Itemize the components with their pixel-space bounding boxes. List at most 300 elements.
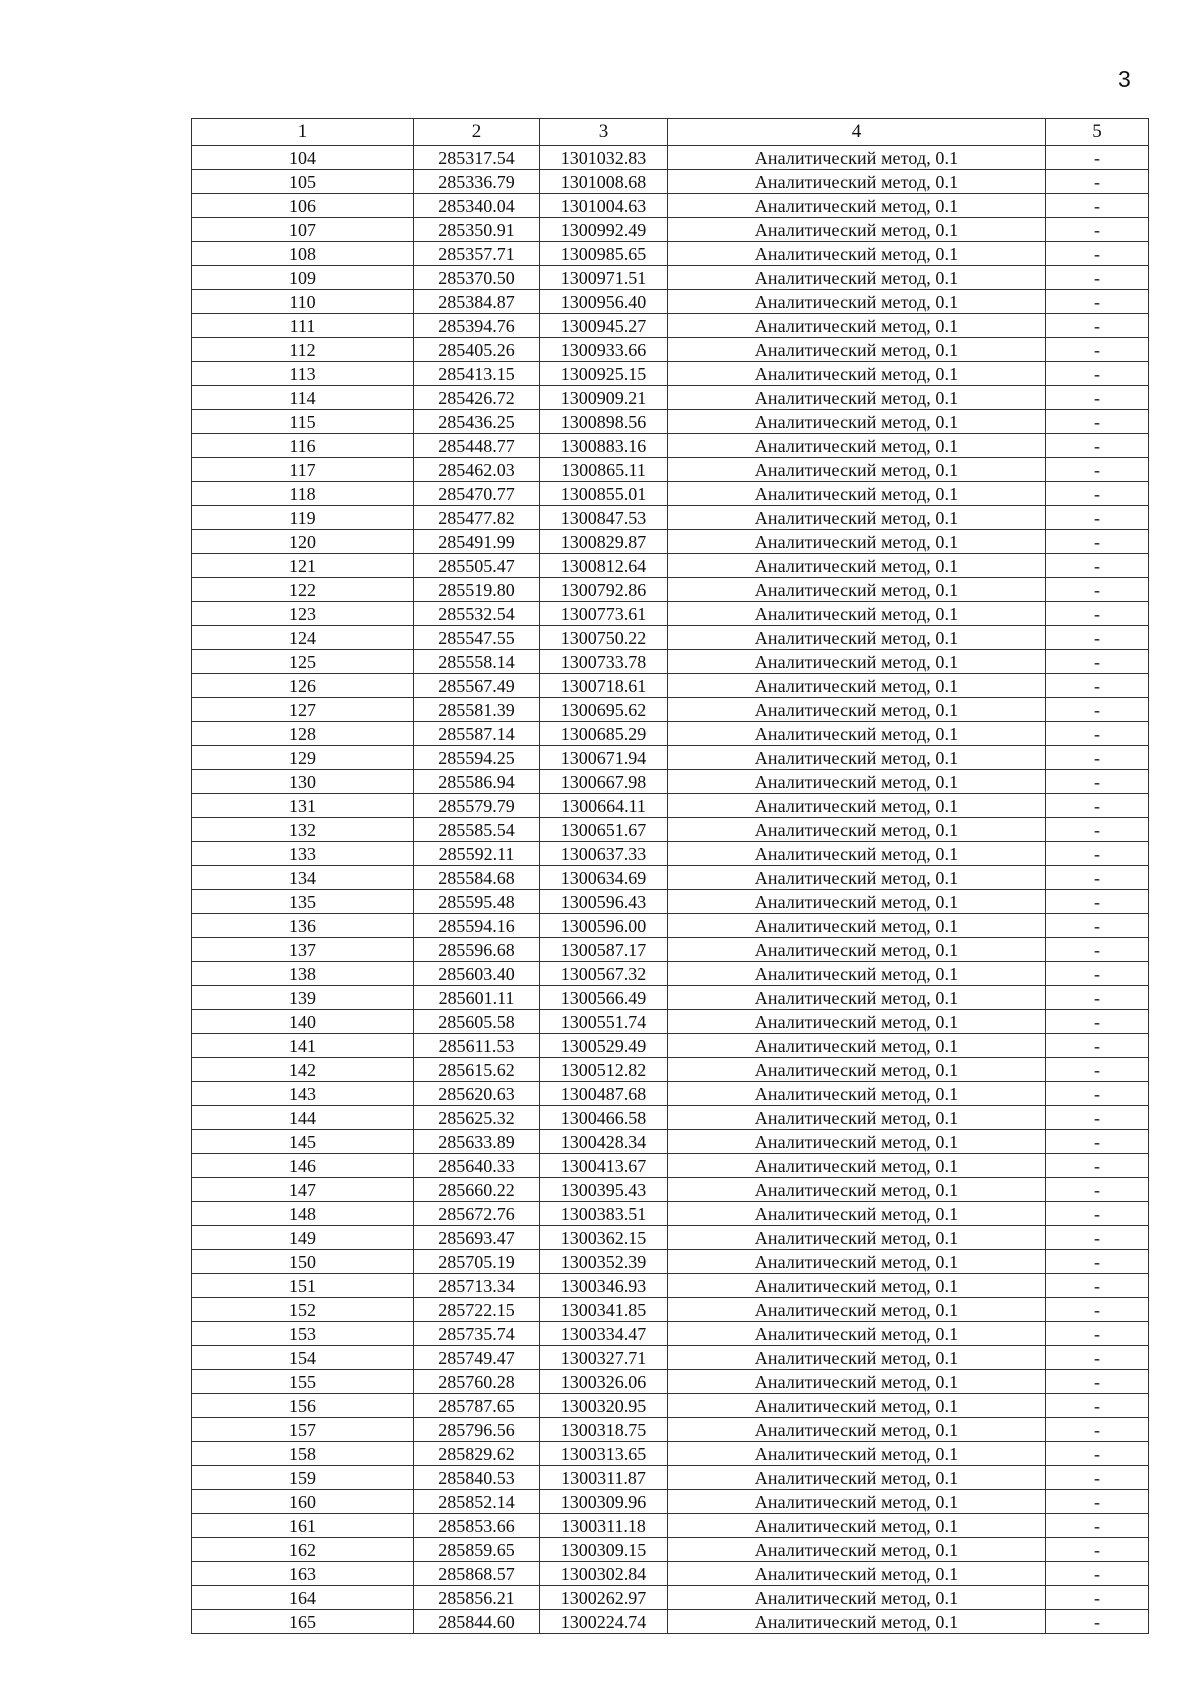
method-cell: Аналитический метод, 0.1 <box>668 506 1046 530</box>
point-number-cell: 126 <box>192 674 414 698</box>
x-coordinate-cell: 285735.74 <box>414 1322 540 1346</box>
y-coordinate-cell: 1300327.71 <box>540 1346 668 1370</box>
x-coordinate-cell: 285581.39 <box>414 698 540 722</box>
point-number-cell: 105 <box>192 170 414 194</box>
x-coordinate-cell: 285796.56 <box>414 1418 540 1442</box>
table-row <box>192 698 1149 722</box>
y-coordinate-cell: 1300302.84 <box>540 1562 668 1586</box>
x-coordinate-cell: 285594.16 <box>414 914 540 938</box>
note-cell: - <box>1046 794 1149 818</box>
point-number-cell: 150 <box>192 1250 414 1274</box>
x-coordinate-cell: 285405.26 <box>414 338 540 362</box>
y-coordinate-cell: 1300847.53 <box>540 506 668 530</box>
method-cell: Аналитический метод, 0.1 <box>668 1562 1046 1586</box>
method-cell: Аналитический метод, 0.1 <box>668 1010 1046 1034</box>
y-coordinate-cell: 1300664.11 <box>540 794 668 818</box>
column-header: 1 <box>192 119 414 146</box>
table-row <box>192 650 1149 674</box>
point-number-cell: 138 <box>192 962 414 986</box>
point-number-cell: 153 <box>192 1322 414 1346</box>
method-cell: Аналитический метод, 0.1 <box>668 914 1046 938</box>
table-row <box>192 1538 1149 1562</box>
y-coordinate-cell: 1300313.65 <box>540 1442 668 1466</box>
note-cell: - <box>1046 1394 1149 1418</box>
y-coordinate-cell: 1300651.67 <box>540 818 668 842</box>
method-cell: Аналитический метод, 0.1 <box>668 338 1046 362</box>
point-number-cell: 119 <box>192 506 414 530</box>
y-coordinate-cell: 1301008.68 <box>540 170 668 194</box>
table-row <box>192 1274 1149 1298</box>
method-cell: Аналитический метод, 0.1 <box>668 1370 1046 1394</box>
y-coordinate-cell: 1300311.18 <box>540 1514 668 1538</box>
x-coordinate-cell: 285611.53 <box>414 1034 540 1058</box>
table-row <box>192 506 1149 530</box>
point-number-cell: 116 <box>192 434 414 458</box>
y-coordinate-cell: 1300428.34 <box>540 1130 668 1154</box>
note-cell: - <box>1046 1322 1149 1346</box>
table-row <box>192 410 1149 434</box>
note-cell: - <box>1046 866 1149 890</box>
y-coordinate-cell: 1300512.82 <box>540 1058 668 1082</box>
point-number-cell: 113 <box>192 362 414 386</box>
method-cell: Аналитический метод, 0.1 <box>668 1610 1046 1634</box>
x-coordinate-cell: 285585.54 <box>414 818 540 842</box>
method-cell: Аналитический метод, 0.1 <box>668 1130 1046 1154</box>
y-coordinate-cell: 1300383.51 <box>540 1202 668 1226</box>
table-row <box>192 746 1149 770</box>
table-row <box>192 602 1149 626</box>
table-row <box>192 914 1149 938</box>
y-coordinate-cell: 1300262.97 <box>540 1586 668 1610</box>
table-row <box>192 1202 1149 1226</box>
point-number-cell: 151 <box>192 1274 414 1298</box>
x-coordinate-cell: 285625.32 <box>414 1106 540 1130</box>
point-number-cell: 162 <box>192 1538 414 1562</box>
method-cell: Аналитический метод, 0.1 <box>668 410 1046 434</box>
method-cell: Аналитический метод, 0.1 <box>668 194 1046 218</box>
x-coordinate-cell: 285852.14 <box>414 1490 540 1514</box>
note-cell: - <box>1046 338 1149 362</box>
column-header: 4 <box>668 119 1046 146</box>
note-cell: - <box>1046 266 1149 290</box>
note-cell: - <box>1046 1274 1149 1298</box>
y-coordinate-cell: 1300566.49 <box>540 986 668 1010</box>
table-row <box>192 1058 1149 1082</box>
point-number-cell: 110 <box>192 290 414 314</box>
y-coordinate-cell: 1300634.69 <box>540 866 668 890</box>
x-coordinate-cell: 285672.76 <box>414 1202 540 1226</box>
x-coordinate-cell: 285844.60 <box>414 1610 540 1634</box>
x-coordinate-cell: 285519.80 <box>414 578 540 602</box>
point-number-cell: 118 <box>192 482 414 506</box>
note-cell: - <box>1046 578 1149 602</box>
table-row <box>192 314 1149 338</box>
point-number-cell: 144 <box>192 1106 414 1130</box>
method-cell: Аналитический метод, 0.1 <box>668 794 1046 818</box>
table-row <box>192 1346 1149 1370</box>
table-row <box>192 1442 1149 1466</box>
table-row <box>192 386 1149 410</box>
x-coordinate-cell: 285462.03 <box>414 458 540 482</box>
method-cell: Аналитический метод, 0.1 <box>668 1538 1046 1562</box>
point-number-cell: 148 <box>192 1202 414 1226</box>
x-coordinate-cell: 285840.53 <box>414 1466 540 1490</box>
table-row <box>192 1586 1149 1610</box>
point-number-cell: 123 <box>192 602 414 626</box>
table-row <box>192 482 1149 506</box>
point-number-cell: 155 <box>192 1370 414 1394</box>
y-coordinate-cell: 1300587.17 <box>540 938 668 962</box>
y-coordinate-cell: 1300334.47 <box>540 1322 668 1346</box>
table-row <box>192 866 1149 890</box>
point-number-cell: 156 <box>192 1394 414 1418</box>
table-row <box>192 1082 1149 1106</box>
table-row <box>192 338 1149 362</box>
table-row <box>192 1610 1149 1634</box>
point-number-cell: 165 <box>192 1610 414 1634</box>
note-cell: - <box>1046 722 1149 746</box>
note-cell: - <box>1046 1130 1149 1154</box>
note-cell: - <box>1046 1202 1149 1226</box>
y-coordinate-cell: 1300898.56 <box>540 410 668 434</box>
x-coordinate-cell: 285547.55 <box>414 626 540 650</box>
note-cell: - <box>1046 1010 1149 1034</box>
note-cell: - <box>1046 410 1149 434</box>
x-coordinate-cell: 285601.11 <box>414 986 540 1010</box>
point-number-cell: 115 <box>192 410 414 434</box>
point-number-cell: 137 <box>192 938 414 962</box>
x-coordinate-cell: 285660.22 <box>414 1178 540 1202</box>
x-coordinate-cell: 285394.76 <box>414 314 540 338</box>
x-coordinate-cell: 285592.11 <box>414 842 540 866</box>
note-cell: - <box>1046 842 1149 866</box>
note-cell: - <box>1046 626 1149 650</box>
note-cell: - <box>1046 674 1149 698</box>
note-cell: - <box>1046 170 1149 194</box>
point-number-cell: 121 <box>192 554 414 578</box>
table-row <box>192 554 1149 578</box>
table-row <box>192 194 1149 218</box>
y-coordinate-cell: 1300992.49 <box>540 218 668 242</box>
x-coordinate-cell: 285787.65 <box>414 1394 540 1418</box>
note-cell: - <box>1046 218 1149 242</box>
y-coordinate-cell: 1300341.85 <box>540 1298 668 1322</box>
note-cell: - <box>1046 890 1149 914</box>
table-row <box>192 362 1149 386</box>
note-cell: - <box>1046 482 1149 506</box>
page-number: 3 <box>1118 66 1131 92</box>
y-coordinate-cell: 1300829.87 <box>540 530 668 554</box>
method-cell: Аналитический метод, 0.1 <box>668 698 1046 722</box>
x-coordinate-cell: 285532.54 <box>414 602 540 626</box>
note-cell: - <box>1046 1298 1149 1322</box>
column-header: 2 <box>414 119 540 146</box>
note-cell: - <box>1046 362 1149 386</box>
table-row <box>192 962 1149 986</box>
table-row <box>192 1322 1149 1346</box>
y-coordinate-cell: 1300326.06 <box>540 1370 668 1394</box>
table-row <box>192 794 1149 818</box>
point-number-cell: 107 <box>192 218 414 242</box>
method-cell: Аналитический метод, 0.1 <box>668 290 1046 314</box>
table-row <box>192 674 1149 698</box>
y-coordinate-cell: 1300733.78 <box>540 650 668 674</box>
table-row <box>192 626 1149 650</box>
note-cell: - <box>1046 242 1149 266</box>
x-coordinate-cell: 285829.62 <box>414 1442 540 1466</box>
point-number-cell: 129 <box>192 746 414 770</box>
method-cell: Аналитический метод, 0.1 <box>668 626 1046 650</box>
method-cell: Аналитический метод, 0.1 <box>668 1466 1046 1490</box>
table-row <box>192 818 1149 842</box>
table-row <box>192 434 1149 458</box>
point-number-cell: 160 <box>192 1490 414 1514</box>
note-cell: - <box>1046 434 1149 458</box>
x-coordinate-cell: 285633.89 <box>414 1130 540 1154</box>
x-coordinate-cell: 285594.25 <box>414 746 540 770</box>
y-coordinate-cell: 1300596.43 <box>540 890 668 914</box>
method-cell: Аналитический метод, 0.1 <box>668 938 1046 962</box>
table-row <box>192 1106 1149 1130</box>
table-row <box>192 1226 1149 1250</box>
point-number-cell: 149 <box>192 1226 414 1250</box>
table-row <box>192 1154 1149 1178</box>
x-coordinate-cell: 285760.28 <box>414 1370 540 1394</box>
y-coordinate-cell: 1300309.15 <box>540 1538 668 1562</box>
method-cell: Аналитический метод, 0.1 <box>668 1514 1046 1538</box>
point-number-cell: 164 <box>192 1586 414 1610</box>
point-number-cell: 117 <box>192 458 414 482</box>
table-row <box>192 1298 1149 1322</box>
x-coordinate-cell: 285868.57 <box>414 1562 540 1586</box>
method-cell: Аналитический метод, 0.1 <box>668 962 1046 986</box>
table-header-row <box>192 119 1149 146</box>
point-number-cell: 147 <box>192 1178 414 1202</box>
method-cell: Аналитический метод, 0.1 <box>668 650 1046 674</box>
x-coordinate-cell: 285693.47 <box>414 1226 540 1250</box>
table-row <box>192 1130 1149 1154</box>
table-row <box>192 458 1149 482</box>
note-cell: - <box>1046 1442 1149 1466</box>
column-header: 5 <box>1046 119 1149 146</box>
table-row <box>192 722 1149 746</box>
point-number-cell: 143 <box>192 1082 414 1106</box>
method-cell: Аналитический метод, 0.1 <box>668 146 1046 170</box>
note-cell: - <box>1046 746 1149 770</box>
method-cell: Аналитический метод, 0.1 <box>668 842 1046 866</box>
point-number-cell: 120 <box>192 530 414 554</box>
method-cell: Аналитический метод, 0.1 <box>668 1106 1046 1130</box>
note-cell: - <box>1046 1466 1149 1490</box>
y-coordinate-cell: 1300352.39 <box>540 1250 668 1274</box>
table-row <box>192 1514 1149 1538</box>
point-number-cell: 132 <box>192 818 414 842</box>
point-number-cell: 125 <box>192 650 414 674</box>
table-row <box>192 1010 1149 1034</box>
table-row <box>192 938 1149 962</box>
note-cell: - <box>1046 1538 1149 1562</box>
coordinates-table <box>191 118 1149 1634</box>
note-cell: - <box>1046 146 1149 170</box>
point-number-cell: 108 <box>192 242 414 266</box>
x-coordinate-cell: 285558.14 <box>414 650 540 674</box>
x-coordinate-cell: 285413.15 <box>414 362 540 386</box>
x-coordinate-cell: 285596.68 <box>414 938 540 962</box>
table-row <box>192 1250 1149 1274</box>
note-cell: - <box>1046 1154 1149 1178</box>
point-number-cell: 141 <box>192 1034 414 1058</box>
note-cell: - <box>1046 650 1149 674</box>
y-coordinate-cell: 1300529.49 <box>540 1034 668 1058</box>
y-coordinate-cell: 1300346.93 <box>540 1274 668 1298</box>
note-cell: - <box>1046 1250 1149 1274</box>
point-number-cell: 159 <box>192 1466 414 1490</box>
note-cell: - <box>1046 1178 1149 1202</box>
point-number-cell: 106 <box>192 194 414 218</box>
note-cell: - <box>1046 914 1149 938</box>
method-cell: Аналитический метод, 0.1 <box>668 1418 1046 1442</box>
note-cell: - <box>1046 290 1149 314</box>
method-cell: Аналитический метод, 0.1 <box>668 866 1046 890</box>
y-coordinate-cell: 1300466.58 <box>540 1106 668 1130</box>
x-coordinate-cell: 285605.58 <box>414 1010 540 1034</box>
table-row <box>192 242 1149 266</box>
y-coordinate-cell: 1300320.95 <box>540 1394 668 1418</box>
y-coordinate-cell: 1300792.86 <box>540 578 668 602</box>
table-row <box>192 1394 1149 1418</box>
method-cell: Аналитический метод, 0.1 <box>668 770 1046 794</box>
table-row <box>192 170 1149 194</box>
y-coordinate-cell: 1300855.01 <box>540 482 668 506</box>
table-body <box>192 146 1149 1634</box>
point-number-cell: 124 <box>192 626 414 650</box>
method-cell: Аналитический метод, 0.1 <box>668 1058 1046 1082</box>
method-cell: Аналитический метод, 0.1 <box>668 1226 1046 1250</box>
note-cell: - <box>1046 1082 1149 1106</box>
method-cell: Аналитический метод, 0.1 <box>668 314 1046 338</box>
x-coordinate-cell: 285477.82 <box>414 506 540 530</box>
point-number-cell: 114 <box>192 386 414 410</box>
x-coordinate-cell: 285859.65 <box>414 1538 540 1562</box>
method-cell: Аналитический метод, 0.1 <box>668 482 1046 506</box>
x-coordinate-cell: 285640.33 <box>414 1154 540 1178</box>
note-cell: - <box>1046 1418 1149 1442</box>
method-cell: Аналитический метод, 0.1 <box>668 434 1046 458</box>
note-cell: - <box>1046 1514 1149 1538</box>
y-coordinate-cell: 1300311.87 <box>540 1466 668 1490</box>
y-coordinate-cell: 1300945.27 <box>540 314 668 338</box>
method-cell: Аналитический метод, 0.1 <box>668 986 1046 1010</box>
note-cell: - <box>1046 386 1149 410</box>
note-cell: - <box>1046 698 1149 722</box>
point-number-cell: 128 <box>192 722 414 746</box>
point-number-cell: 135 <box>192 890 414 914</box>
x-coordinate-cell: 285586.94 <box>414 770 540 794</box>
method-cell: Аналитический метод, 0.1 <box>668 1082 1046 1106</box>
point-number-cell: 112 <box>192 338 414 362</box>
y-coordinate-cell: 1300773.61 <box>540 602 668 626</box>
y-coordinate-cell: 1300812.64 <box>540 554 668 578</box>
note-cell: - <box>1046 1586 1149 1610</box>
table-row <box>192 578 1149 602</box>
x-coordinate-cell: 285584.68 <box>414 866 540 890</box>
y-coordinate-cell: 1300695.62 <box>540 698 668 722</box>
x-coordinate-cell: 285587.14 <box>414 722 540 746</box>
x-coordinate-cell: 285470.77 <box>414 482 540 506</box>
method-cell: Аналитический метод, 0.1 <box>668 674 1046 698</box>
x-coordinate-cell: 285615.62 <box>414 1058 540 1082</box>
method-cell: Аналитический метод, 0.1 <box>668 1298 1046 1322</box>
note-cell: - <box>1046 506 1149 530</box>
x-coordinate-cell: 285603.40 <box>414 962 540 986</box>
note-cell: - <box>1046 1226 1149 1250</box>
table-row <box>192 1466 1149 1490</box>
note-cell: - <box>1046 1106 1149 1130</box>
point-number-cell: 133 <box>192 842 414 866</box>
table-row <box>192 266 1149 290</box>
note-cell: - <box>1046 986 1149 1010</box>
method-cell: Аналитический метод, 0.1 <box>668 578 1046 602</box>
point-number-cell: 152 <box>192 1298 414 1322</box>
point-number-cell: 109 <box>192 266 414 290</box>
x-coordinate-cell: 285505.47 <box>414 554 540 578</box>
table-row <box>192 290 1149 314</box>
method-cell: Аналитический метод, 0.1 <box>668 1154 1046 1178</box>
note-cell: - <box>1046 194 1149 218</box>
y-coordinate-cell: 1300750.22 <box>540 626 668 650</box>
method-cell: Аналитический метод, 0.1 <box>668 602 1046 626</box>
note-cell: - <box>1046 1562 1149 1586</box>
x-coordinate-cell: 285317.54 <box>414 146 540 170</box>
note-cell: - <box>1046 530 1149 554</box>
point-number-cell: 122 <box>192 578 414 602</box>
y-coordinate-cell: 1300596.00 <box>540 914 668 938</box>
method-cell: Аналитический метод, 0.1 <box>668 1322 1046 1346</box>
method-cell: Аналитический метод, 0.1 <box>668 386 1046 410</box>
x-coordinate-cell: 285579.79 <box>414 794 540 818</box>
table-row <box>192 842 1149 866</box>
y-coordinate-cell: 1301032.83 <box>540 146 668 170</box>
point-number-cell: 136 <box>192 914 414 938</box>
method-cell: Аналитический метод, 0.1 <box>668 554 1046 578</box>
y-coordinate-cell: 1300971.51 <box>540 266 668 290</box>
method-cell: Аналитический метод, 0.1 <box>668 218 1046 242</box>
method-cell: Аналитический метод, 0.1 <box>668 1178 1046 1202</box>
y-coordinate-cell: 1301004.63 <box>540 194 668 218</box>
x-coordinate-cell: 285336.79 <box>414 170 540 194</box>
method-cell: Аналитический метод, 0.1 <box>668 1034 1046 1058</box>
method-cell: Аналитический метод, 0.1 <box>668 242 1046 266</box>
y-coordinate-cell: 1300637.33 <box>540 842 668 866</box>
y-coordinate-cell: 1300318.75 <box>540 1418 668 1442</box>
point-number-cell: 131 <box>192 794 414 818</box>
note-cell: - <box>1046 554 1149 578</box>
column-header: 3 <box>540 119 668 146</box>
y-coordinate-cell: 1300671.94 <box>540 746 668 770</box>
y-coordinate-cell: 1300309.96 <box>540 1490 668 1514</box>
point-number-cell: 157 <box>192 1418 414 1442</box>
x-coordinate-cell: 285705.19 <box>414 1250 540 1274</box>
table-row <box>192 1562 1149 1586</box>
table-row <box>192 890 1149 914</box>
y-coordinate-cell: 1300487.68 <box>540 1082 668 1106</box>
y-coordinate-cell: 1300667.98 <box>540 770 668 794</box>
x-coordinate-cell: 285370.50 <box>414 266 540 290</box>
method-cell: Аналитический метод, 0.1 <box>668 170 1046 194</box>
y-coordinate-cell: 1300956.40 <box>540 290 668 314</box>
x-coordinate-cell: 285491.99 <box>414 530 540 554</box>
y-coordinate-cell: 1300883.16 <box>540 434 668 458</box>
